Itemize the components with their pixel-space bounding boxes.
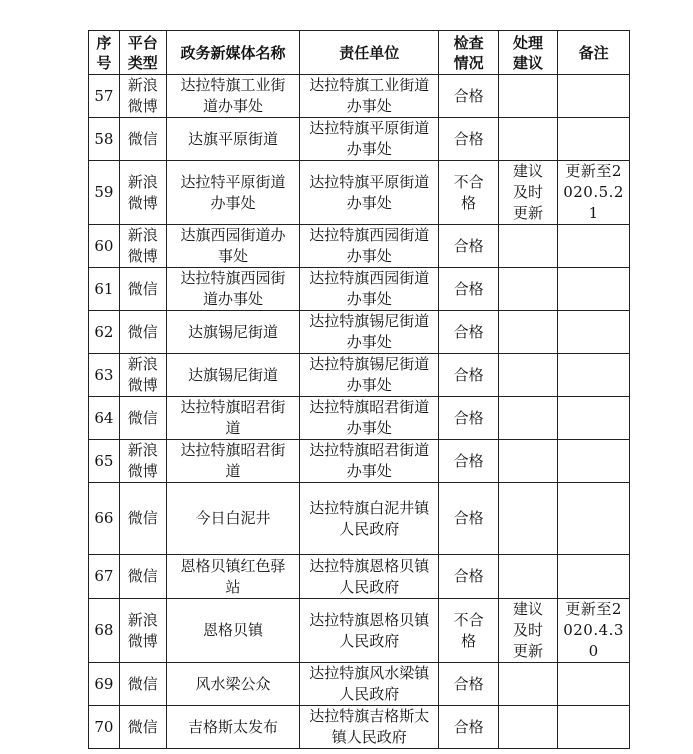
cell-check-result <box>439 599 498 663</box>
cell-media-name <box>166 440 299 483</box>
cell-check-result <box>439 663 498 706</box>
table-row <box>89 75 630 118</box>
cell-note-text: 更新至2020.4.30 <box>563 600 624 660</box>
cell-media-name <box>166 311 299 354</box>
cell-no <box>89 118 120 161</box>
cell-media-name <box>166 118 299 161</box>
cell-check-result <box>439 397 498 440</box>
cell-responsible-unit <box>300 706 439 749</box>
cell-no <box>89 555 120 599</box>
cell-suggestion <box>498 161 557 225</box>
cell-note <box>558 354 630 397</box>
cell-check-result-text: 合格 <box>453 408 484 427</box>
cell-suggestion <box>498 555 557 599</box>
cell-note <box>558 706 630 749</box>
cell-suggestion <box>498 663 557 706</box>
table-row <box>89 311 630 354</box>
cell-note <box>558 599 630 663</box>
cell-platform-type <box>119 706 166 749</box>
cell-no <box>89 75 120 118</box>
cell-platform-type <box>119 118 166 161</box>
cell-responsible-unit-text: 达拉特旗昭君街道办事处 <box>309 398 430 437</box>
header-suggestion: 处理建议 <box>498 31 557 75</box>
cell-note <box>558 225 630 268</box>
cell-check-result <box>439 225 498 268</box>
cell-check-result-text: 合格 <box>453 236 484 255</box>
cell-check-result <box>439 706 498 749</box>
cell-responsible-unit-text: 达拉特旗平原街道办事处 <box>309 119 430 158</box>
cell-responsible-unit-text: 达拉特旗西园街道办事处 <box>309 269 430 308</box>
cell-responsible-unit <box>300 311 439 354</box>
header-row <box>89 31 630 75</box>
cell-note <box>558 118 630 161</box>
cell-media-name-text: 达拉特旗昭君街道 <box>180 398 286 437</box>
cell-media-name <box>166 75 299 118</box>
cell-check-result <box>439 161 498 225</box>
cell-no <box>89 397 120 440</box>
cell-responsible-unit <box>300 483 439 555</box>
cell-platform-type <box>119 555 166 599</box>
cell-no-text: 70 <box>94 717 114 736</box>
cell-check-result <box>439 440 498 483</box>
cell-suggestion <box>498 440 557 483</box>
cell-platform-type <box>119 397 166 440</box>
cell-note <box>558 161 630 225</box>
table-row <box>89 440 630 483</box>
cell-suggestion-text: 建议及时更新 <box>513 600 544 660</box>
cell-check-result-text: 合格 <box>453 322 484 341</box>
table-row <box>89 663 630 706</box>
cell-no-text: 66 <box>94 509 114 527</box>
cell-no-text: 65 <box>94 451 114 470</box>
cell-platform-type <box>119 663 166 706</box>
cell-check-result-text: 合格 <box>453 451 484 470</box>
cell-suggestion <box>498 354 557 397</box>
header-no: 序号 <box>89 31 120 75</box>
table-row <box>89 599 630 663</box>
table-row <box>89 706 630 749</box>
cell-note-text: 更新至2020.5.21 <box>563 162 624 222</box>
cell-platform-type <box>119 483 166 555</box>
cell-platform-type-text: 微信 <box>127 322 158 341</box>
cell-no-text: 69 <box>94 674 114 693</box>
media-inspection-table <box>88 30 630 749</box>
header-type: 平台类型 <box>119 31 166 75</box>
header-note: 备注 <box>558 31 630 75</box>
cell-no-text: 62 <box>94 322 114 341</box>
cell-suggestion <box>498 311 557 354</box>
cell-check-result <box>439 311 498 354</box>
cell-suggestion <box>498 397 557 440</box>
cell-no <box>89 599 120 663</box>
table-row <box>89 225 630 268</box>
cell-responsible-unit <box>300 75 439 118</box>
cell-platform-type-text: 微信 <box>127 509 158 527</box>
header-unit: 责任单位 <box>300 31 439 75</box>
cell-media-name <box>166 354 299 397</box>
header-check: 检查情况 <box>439 31 498 75</box>
cell-responsible-unit <box>300 118 439 161</box>
table-row <box>89 161 630 225</box>
cell-responsible-unit <box>300 599 439 663</box>
cell-responsible-unit-text: 达拉特旗白泥井镇人民政府 <box>309 498 430 538</box>
cell-media-name-text: 达拉特平原街道办事处 <box>180 172 286 212</box>
table-row <box>89 268 630 311</box>
cell-no-text: 57 <box>94 86 114 105</box>
cell-no <box>89 354 120 397</box>
cell-no <box>89 268 120 311</box>
cell-platform-type <box>119 225 166 268</box>
cell-responsible-unit-text: 达拉特旗锡尼街道办事处 <box>309 312 430 351</box>
cell-responsible-unit <box>300 440 439 483</box>
cell-responsible-unit-text: 达拉特旗西园街道办事处 <box>309 226 430 265</box>
cell-platform-type <box>119 440 166 483</box>
cell-check-result-text: 不合格 <box>453 172 484 212</box>
cell-responsible-unit <box>300 397 439 440</box>
cell-responsible-unit <box>300 354 439 397</box>
cell-platform-type-text: 新浪微博 <box>127 172 158 212</box>
cell-suggestion <box>498 225 557 268</box>
cell-suggestion <box>498 268 557 311</box>
cell-platform-type-text: 微信 <box>127 717 158 736</box>
table-row <box>89 118 630 161</box>
cell-no <box>89 663 120 706</box>
cell-responsible-unit-text: 达拉特旗风水梁镇人民政府 <box>309 664 430 703</box>
cell-check-result <box>439 354 498 397</box>
cell-no-text: 63 <box>94 365 114 384</box>
cell-responsible-unit-text: 达拉特旗平原街道办事处 <box>309 172 430 212</box>
cell-responsible-unit-text: 达拉特旗工业街道办事处 <box>309 76 430 115</box>
table-row <box>89 354 630 397</box>
cell-suggestion <box>498 75 557 118</box>
cell-no <box>89 440 120 483</box>
cell-responsible-unit <box>300 225 439 268</box>
cell-suggestion <box>498 706 557 749</box>
cell-media-name <box>166 225 299 268</box>
cell-check-result-text: 合格 <box>453 509 484 527</box>
cell-check-result <box>439 268 498 311</box>
cell-check-result <box>439 555 498 599</box>
cell-no-text: 58 <box>94 129 114 148</box>
cell-media-name-text: 今日白泥井 <box>195 509 271 527</box>
cell-no <box>89 706 120 749</box>
cell-check-result <box>439 483 498 555</box>
cell-media-name-text: 恩格贝镇红色驿站 <box>180 556 286 596</box>
cell-media-name-text: 达拉特旗工业街道办事处 <box>180 76 286 115</box>
cell-check-result-text: 合格 <box>453 717 484 736</box>
cell-media-name <box>166 555 299 599</box>
cell-note <box>558 397 630 440</box>
cell-no-text: 67 <box>94 567 114 585</box>
cell-no <box>89 483 120 555</box>
cell-check-result <box>439 118 498 161</box>
cell-note <box>558 268 630 311</box>
cell-media-name-text: 恩格贝镇 <box>202 621 263 639</box>
cell-platform-type <box>119 75 166 118</box>
cell-platform-type-text: 新浪微博 <box>127 76 158 115</box>
cell-media-name <box>166 397 299 440</box>
cell-suggestion <box>498 483 557 555</box>
cell-responsible-unit <box>300 555 439 599</box>
cell-check-result-text: 不合格 <box>453 610 484 650</box>
cell-media-name-text: 风水梁公众 <box>195 674 271 693</box>
cell-responsible-unit-text: 达拉特旗恩格贝镇人民政府 <box>309 556 430 596</box>
cell-media-name-text: 达旗平原街道 <box>187 129 278 148</box>
cell-platform-type-text: 新浪微博 <box>127 441 158 480</box>
table-row <box>89 483 630 555</box>
cell-platform-type-text: 微信 <box>127 129 158 148</box>
cell-no-text: 60 <box>94 236 114 255</box>
cell-media-name <box>166 268 299 311</box>
cell-check-result-text: 合格 <box>453 674 484 693</box>
cell-responsible-unit-text: 达拉特旗吉格斯太镇人民政府 <box>309 707 430 746</box>
cell-check-result-text: 合格 <box>453 129 484 148</box>
cell-no-text: 59 <box>94 183 114 201</box>
cell-check-result-text: 合格 <box>453 567 484 585</box>
cell-platform-type-text: 微信 <box>127 567 158 585</box>
cell-media-name-text: 达拉特旗西园街道办事处 <box>180 269 286 308</box>
table-row <box>89 555 630 599</box>
cell-responsible-unit-text: 达拉特旗锡尼街道办事处 <box>309 355 430 394</box>
cell-responsible-unit <box>300 663 439 706</box>
cell-note <box>558 311 630 354</box>
cell-note <box>558 440 630 483</box>
cell-media-name <box>166 483 299 555</box>
cell-media-name <box>166 706 299 749</box>
cell-responsible-unit-text: 达拉特旗恩格贝镇人民政府 <box>309 610 430 650</box>
cell-platform-type <box>119 268 166 311</box>
cell-media-name-text: 吉格斯太发布 <box>187 717 278 736</box>
cell-media-name-text: 达旗锡尼街道 <box>187 322 278 341</box>
cell-media-name-text: 达旗锡尼街道 <box>187 365 278 384</box>
cell-no <box>89 161 120 225</box>
cell-platform-type <box>119 161 166 225</box>
cell-platform-type-text: 新浪微博 <box>127 226 158 265</box>
header-name: 政务新媒体名称 <box>166 31 299 75</box>
cell-platform-type-text: 新浪微博 <box>127 355 158 394</box>
cell-media-name-text: 达旗西园街道办事处 <box>180 226 286 265</box>
cell-responsible-unit <box>300 161 439 225</box>
cell-platform-type-text: 新浪微博 <box>127 610 158 650</box>
cell-no-text: 68 <box>94 621 114 639</box>
cell-check-result-text: 合格 <box>453 86 484 105</box>
cell-note <box>558 663 630 706</box>
cell-check-result <box>439 75 498 118</box>
cell-suggestion-text: 建议及时更新 <box>513 162 544 222</box>
cell-platform-type <box>119 599 166 663</box>
cell-no-text: 64 <box>94 408 114 427</box>
cell-suggestion <box>498 599 557 663</box>
cell-note <box>558 555 630 599</box>
cell-media-name <box>166 161 299 225</box>
cell-platform-type <box>119 311 166 354</box>
cell-check-result-text: 合格 <box>453 279 484 298</box>
cell-media-name <box>166 663 299 706</box>
cell-media-name <box>166 599 299 663</box>
cell-no <box>89 311 120 354</box>
cell-platform-type-text: 微信 <box>127 279 158 298</box>
cell-responsible-unit-text: 达拉特旗昭君街道办事处 <box>309 441 430 480</box>
cell-note <box>558 75 630 118</box>
cell-platform-type-text: 微信 <box>127 408 158 427</box>
cell-no <box>89 225 120 268</box>
cell-responsible-unit <box>300 268 439 311</box>
cell-no-text: 61 <box>94 279 114 298</box>
cell-platform-type <box>119 354 166 397</box>
cell-platform-type-text: 微信 <box>127 674 158 693</box>
cell-note <box>558 483 630 555</box>
cell-suggestion <box>498 118 557 161</box>
cell-media-name-text: 达拉特旗昭君街道 <box>180 441 286 480</box>
cell-check-result-text: 合格 <box>453 365 484 384</box>
table-row <box>89 397 630 440</box>
